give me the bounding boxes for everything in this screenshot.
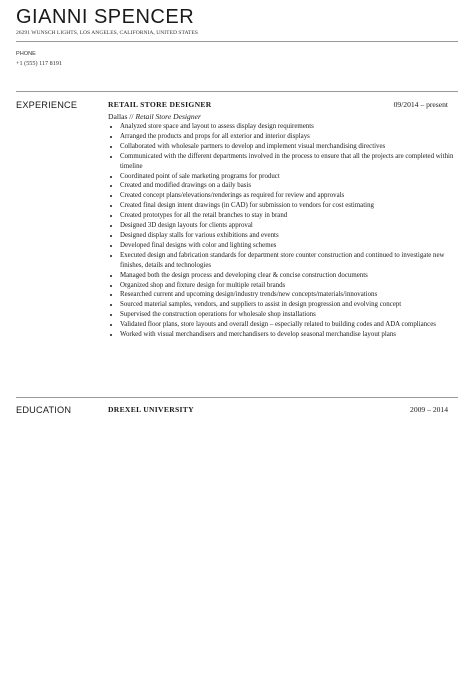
responsibility-item: • Created concept plans/elevations/renderings as required for review and approvals [120,191,460,201]
candidate-name: GIANNI SPENCER [16,6,195,28]
responsibility-item: • Collaborated with wholesale partners to develop and implement visual merchandising directives [120,142,460,152]
responsibility-item: • Created final design intent drawings (in CAD) for submission to vendors for cost estimating [120,201,460,211]
responsibility-item: • Arranged the products and props for all exterior and interior displays [120,132,460,142]
job-location: Dallas [108,112,128,121]
responsibility-item: • Validated floor plans, store layouts and overall design – especially related to building codes and ADA compliances [120,320,460,330]
education-dates: 2009 – 2014 [410,405,448,414]
candidate-address: 26291 WUNSCH LIGHTS, LOS ANGELES, CALIFORNIA, UNITED STATES [16,30,198,36]
responsibility-item: • Executed design and fabrication standards for department store counter construction and continued to investigate new finishes, details and technologies [120,251,460,271]
experience-section-label: EXPERIENCE [16,100,78,110]
responsibility-item: • Researched current and upcoming design/industry trends/new concepts/materials/innovations [120,290,460,300]
responsibility-item: • Organized shop and fixture design for multiple retail brands [120,281,460,291]
job-dates: 09/2014 – present [393,100,448,109]
responsibility-item: • Designed 3D design layouts for clients approval [120,221,460,231]
responsibility-item: • Communicated with the different departments involved in the process to ensure that all the projects are completed within timeline [120,152,460,172]
job-title: RETAIL STORE DESIGNER [108,100,212,109]
responsibility-item: • Sourced material samples, vendors, and suppliers to assist in design progression and evolving concept [120,300,460,310]
responsibility-item: • Analyzed store space and layout to assess display design requirements [120,122,460,132]
responsibility-item: • Created and modified drawings on a daily basis [120,181,460,191]
responsibility-item: • Coordinated point of sale marketing programs for product [120,172,460,182]
phone-number: +1 (555) 117 8191 [16,60,63,67]
job-subtitle [108,112,201,121]
education-divider [16,397,458,398]
school-name: DREXEL UNIVERSITY [108,405,194,414]
job-separator: // [127,112,136,121]
responsibility-item: • Created prototypes for all the retail branches to stay in brand [120,211,460,221]
header-divider [16,41,458,42]
education-section-label: EDUCATION [16,405,72,415]
responsibility-item: • Designed display stalls for various exhibitions and events [120,231,460,241]
job-role: Retail Store Designer [135,112,201,121]
phone-label: PHONE [16,51,36,57]
responsibility-item: • Supervised the construction operations for wholesale shop installations [120,310,460,320]
responsibility-item: • Managed both the design process and developing clear & concise construction documents [120,271,460,281]
experience-divider [16,91,458,92]
job-responsibilities-list [112,122,460,340]
responsibility-item: • Worked with visual merchandisers and merchandisers to develop seasonal merchandise layout plans [120,330,460,340]
responsibility-item: • Developed final designs with color and lighting schemes [120,241,460,251]
